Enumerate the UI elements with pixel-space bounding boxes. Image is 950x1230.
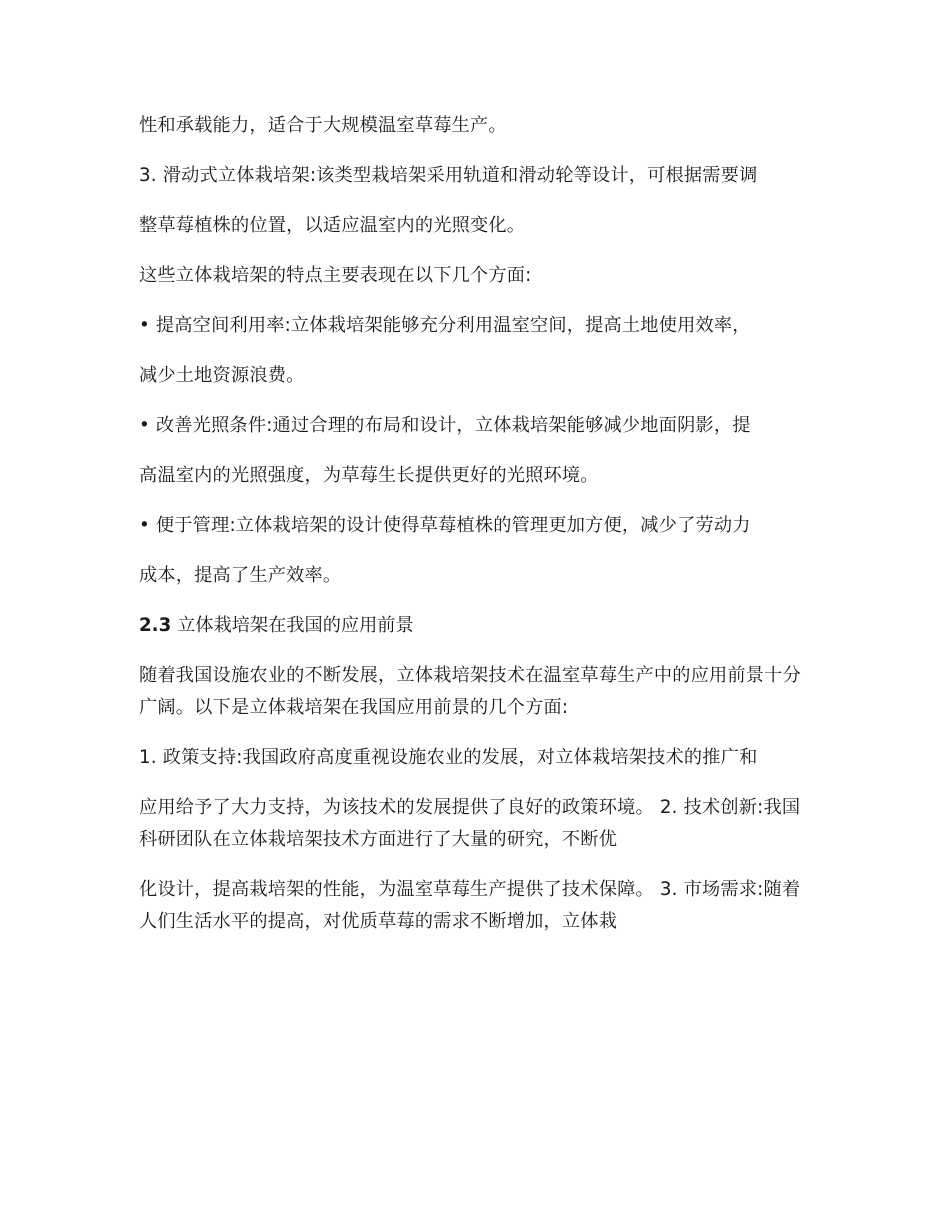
paragraph: 性和承载能力，适合于大规模温室草莓生产。 xyxy=(139,115,507,136)
paragraph: 整草莓植株的位置，以适应温室内的光照变化。 xyxy=(139,215,526,236)
paragraph: 3. 滑动式立体栽培架:该类型栽培架采用轨道和滑动轮等设计，可根据需要调 xyxy=(139,165,758,186)
bullet-item: • 便于管理:立体栽培架的设计使得草莓植株的管理更加方便，减少了劳动力 xyxy=(139,515,751,536)
bullet-item: • 改善光照条件:通过合理的布局和设计，立体栽培架能够减少地面阴影，提 xyxy=(139,415,751,436)
list-item: 1. 政策支持:我国政府高度重视设施农业的发展，对立体栽培架技术的推广和 xyxy=(139,747,758,768)
document-body xyxy=(139,110,814,938)
paragraph: 这些立体栽培架的特点主要表现在以下几个方面: xyxy=(139,265,532,286)
paragraph: 成本，提高了生产效率。 xyxy=(139,565,342,586)
paragraph: 随着我国设施农业的不断发展，立体栽培架技术在温室草莓生产中的应用前景十分广阔。以下是立体栽培架在我国应用前景的几个方面: xyxy=(139,665,801,718)
section-title: 立体栽培架在我国的应用前景 xyxy=(177,615,414,636)
paragraph: 应用给予了大力支持，为该技术的发展提供了良好的政策环境。 2. 技术创新:我国科研团队在立体栽培架技术方面进行了大量的研究，不断优 xyxy=(139,797,801,850)
section-heading xyxy=(139,610,814,642)
paragraph: 减少土地资源浪费。 xyxy=(139,365,305,386)
paragraph: 化设计，提高栽培架的性能，为温室草莓生产提供了技术保障。 3. 市场需求:随着人们生活水平的提高，对优质草莓的需求不断增加，立体栽 xyxy=(139,879,801,932)
section-number: 2.3 xyxy=(139,615,172,636)
bullet-item: • 提高空间利用率:立体栽培架能够充分利用温室空间，提高土地使用效率， xyxy=(139,315,751,336)
paragraph: 高温室内的光照强度，为草莓生长提供更好的光照环境。 xyxy=(139,465,599,486)
